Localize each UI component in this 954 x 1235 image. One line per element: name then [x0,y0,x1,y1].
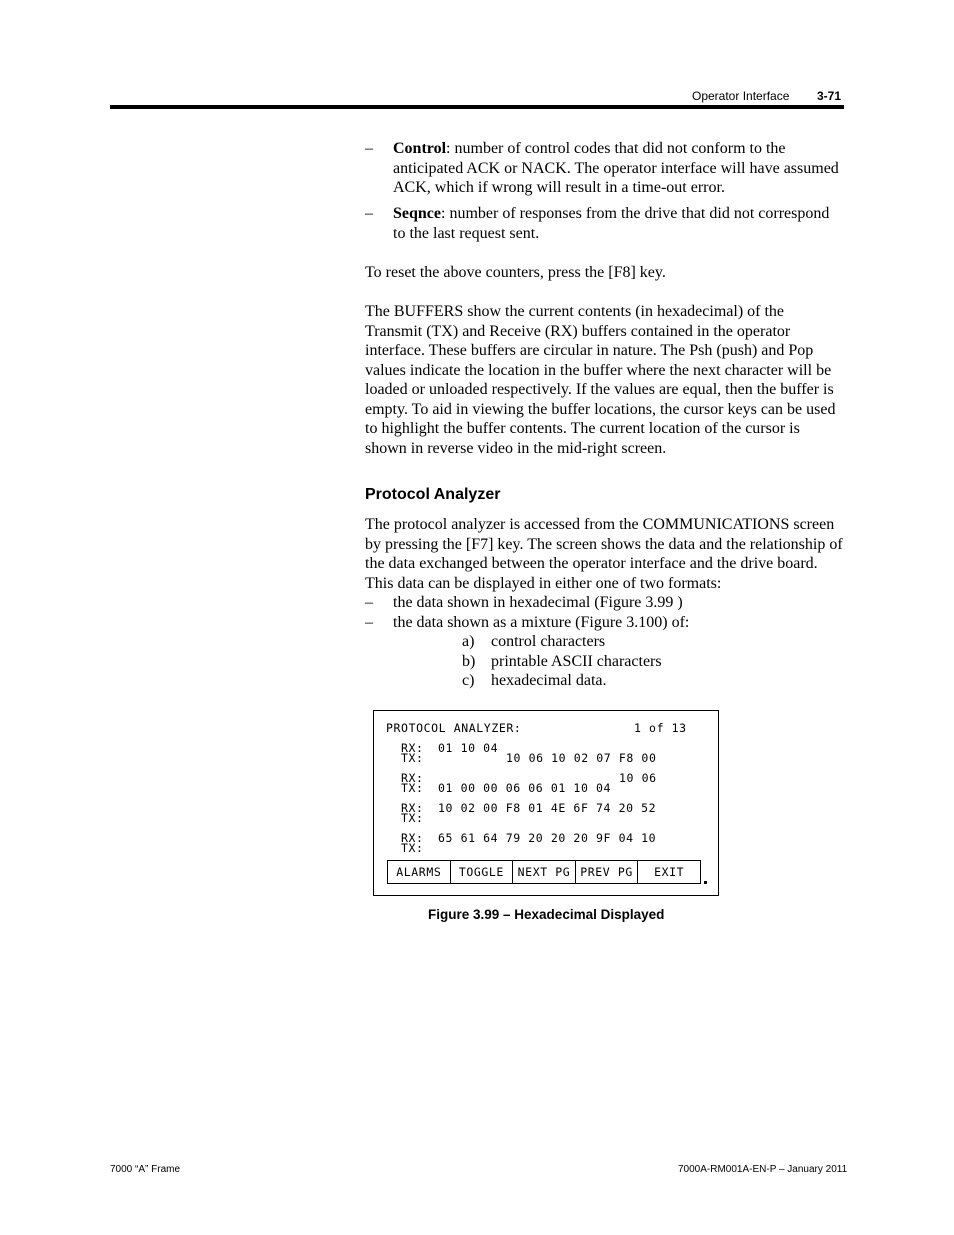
mixture-item-text: printable ASCII characters [491,653,662,670]
header-rule [110,105,844,109]
alarms-button[interactable]: ALARMS [388,861,451,883]
screen-row-data: 01 10 04 [438,741,499,755]
bullet-dash: – [365,140,373,157]
screen-row-data: 10 06 [619,771,657,785]
reset-paragraph: To reset the above counters, press the [F8] key. [365,264,666,281]
cursor-dot [704,881,707,884]
screen-row-label: TX: [401,751,424,765]
screen-row-label: RX: [401,771,424,785]
format-item-text: the data shown in hexadecimal (Figure 3.99 ) [393,594,683,611]
screen-row-data: 01 00 00 06 06 01 10 04 [438,781,612,795]
format-item-mixture [365,613,843,633]
format-item-text: the data shown as a mixture (Figure 3.100) of: [393,614,690,631]
bullet-seqnce [365,204,843,244]
format-item-hex [365,593,843,613]
bullet-dash: – [365,614,373,631]
page-number: 3-71 [817,89,842,103]
bullet-control [365,139,843,199]
screen-row-label: RX: [401,801,424,815]
screen-row-label: TX: [401,781,424,795]
analyzer-paragraph: The protocol analyzer is accessed from the COMMUNICATIONS screen by pressing the [F7] key. The screen shows the data and the relationship of the data exchanged between the operator interface and the drive board. This data can be displayed in either one of two formats: [365,516,843,592]
mixture-item-label: b) [462,653,476,670]
screen-row-label: RX: [401,831,424,845]
bullet-term: Seqnce [393,205,441,222]
screen-page-indicator: 1 of 13 [634,721,687,735]
running-header-section: Operator Interface [692,89,790,103]
bullet-term: Control [393,140,447,157]
screen-row-data: 10 02 00 F8 01 4E 6F 74 20 52 [438,801,657,815]
footer-left: 7000 “A” Frame [110,1164,181,1175]
next-page-button[interactable]: NEXT PG [513,861,576,883]
function-key-bar [387,860,701,884]
mixture-item-label: a) [462,633,475,650]
mixture-item-text: hexadecimal data. [491,672,607,689]
bullet-text: : number of responses from the drive that did not correspond to the last request sent. [393,205,830,242]
screen-row-label: TX: [401,811,424,825]
footer-right: 7000A-RM001A-EN-P – January 2011 [678,1164,848,1175]
screen-title: PROTOCOL ANALYZER: [386,721,522,735]
figure-caption: Figure 3.99 – Hexadecimal Displayed [428,907,665,922]
toggle-button[interactable]: TOGGLE [451,861,514,883]
exit-button[interactable]: EXIT [654,865,685,879]
screen-row-label: RX: [401,741,424,755]
bullet-dash: – [365,594,373,611]
mixture-item-text: control characters [491,633,606,650]
screen-row-data: 65 61 64 79 20 20 20 9F 04 10 [438,831,657,845]
mixture-item-label: c) [462,672,475,689]
bullet-dash: – [365,205,373,222]
screen-row-label: TX: [401,841,424,855]
section-heading: Protocol Analyzer [365,486,501,503]
bullet-text: : number of control codes that did not conform to the anticipated ACK or NACK. The operator interface will have assumed ACK, which if wrong will result in a time-out error. [393,140,839,196]
prev-page-button[interactable]: PREV PG [576,861,639,883]
screen-row-data: 10 06 10 02 07 F8 00 [506,751,657,765]
buffers-paragraph: The BUFFERS show the current contents (in hexadecimal) of the Transmit (TX) and Receive (RX) buffers contained in the operator interface. These buffers are circular in nature. The Psh (push) and Pop values indicate the location in the buffer where the next character will be loaded or unloaded respectively. If the values are equal, then the buffer is empty. To aid in viewing the buffer locations, the cursor keys can be used to highlight the buffer contents. The current location of the cursor is shown in reverse video in the mid-right screen. [365,303,836,457]
